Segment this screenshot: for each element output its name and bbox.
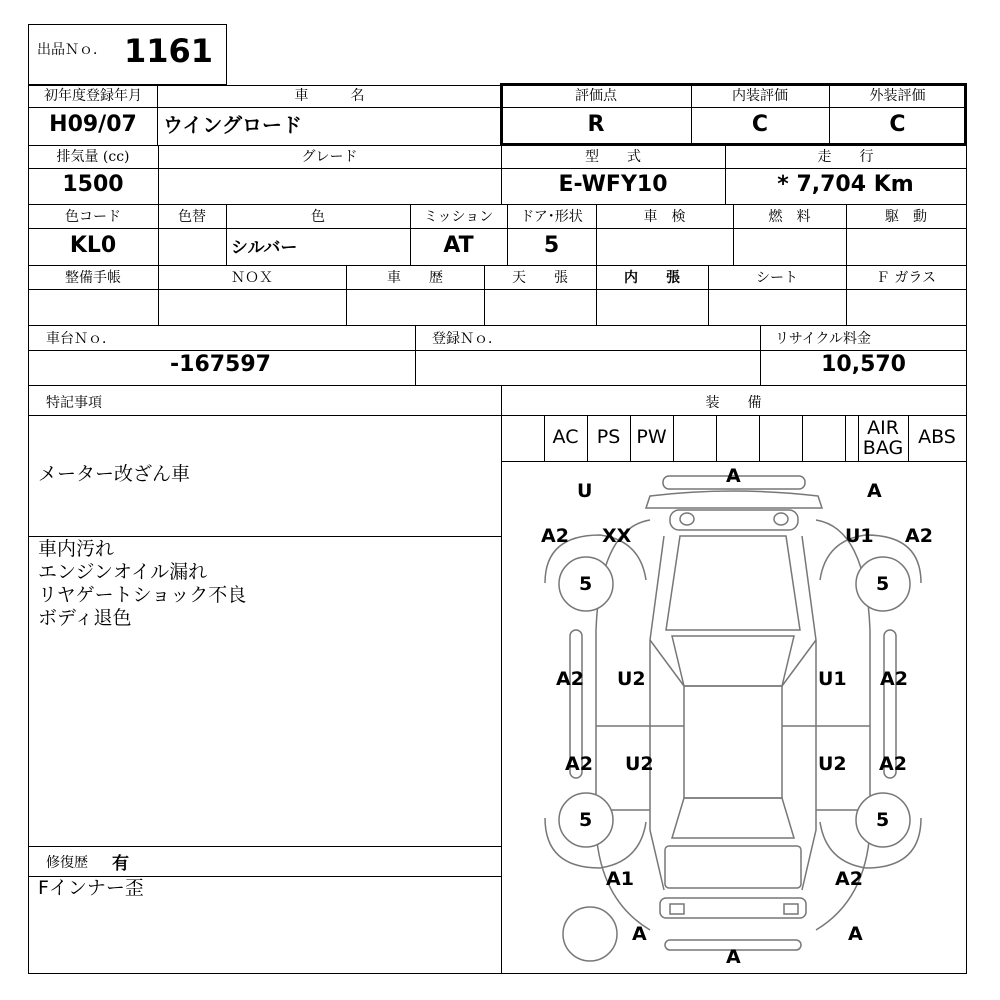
special-note-primary: メーター改ざん車	[38, 463, 191, 485]
interior-value: C	[751, 112, 769, 137]
exterior-label: 外装評価	[869, 88, 926, 104]
equipment-item: PW	[636, 426, 667, 448]
color-value: シルバー	[231, 238, 298, 258]
mark-front-right: A	[867, 480, 882, 502]
mark-right-rear-door: U2	[818, 753, 847, 775]
mark-left-front-door-outer: A2	[556, 668, 584, 690]
mileage-label: 走 行	[817, 149, 874, 165]
roof-label: 天 張	[512, 270, 568, 286]
mark-left-rear-door: U2	[625, 753, 654, 775]
car-name-label: 車 名	[294, 88, 365, 104]
mark-rear-right: A	[848, 923, 863, 945]
chassis-value: -167597	[170, 352, 271, 377]
inspection-label: 車 検	[643, 209, 686, 225]
mark-right-front-door-outer: A2	[880, 668, 908, 690]
grade-label: グレード	[301, 149, 358, 165]
mark-left-quarter: A1	[606, 868, 634, 890]
glass-label: Ｆ ガラス	[875, 270, 937, 286]
mark-rear-left: A	[632, 923, 647, 945]
recycle-value: 10,570	[821, 352, 906, 377]
lot-number-value: 1161	[124, 32, 214, 70]
special-note-2: エンジンオイル漏れ	[38, 561, 208, 583]
mark-hood-left: XX	[602, 525, 632, 547]
displacement-value: 1500	[62, 172, 124, 197]
mark-tire-fr: 5	[876, 573, 890, 595]
displacement-label: 排気量 (cc)	[56, 149, 130, 165]
seat-label: シート	[756, 270, 798, 286]
equipment-item: AIR BAG	[862, 417, 904, 459]
mark-front-bumper: A	[726, 465, 741, 487]
special-notes-label: 特記事項	[46, 395, 102, 411]
color-code-label: 色コード	[65, 209, 121, 225]
transmission-label: ミッション	[423, 209, 494, 225]
transmission-value: AT	[443, 233, 474, 258]
chassis-label: 車台Ｎｏ．	[46, 331, 116, 347]
color-change-label: 色替	[178, 209, 206, 225]
recycle-label: リサイクル料金	[775, 331, 872, 347]
special-note-3: リヤゲートショック不良	[38, 584, 247, 606]
repair-history-value: 有	[112, 854, 129, 874]
drive-label: 駆 動	[885, 209, 927, 225]
model-value: E-WFY10	[558, 172, 668, 197]
special-note-1: 車内汚れ	[38, 538, 115, 560]
mark-left-front-door: U2	[617, 668, 646, 690]
mark-hood-right: U1	[845, 525, 874, 547]
color-label: 色	[311, 209, 325, 225]
car-name-value: ウイングロード	[163, 113, 302, 137]
first-reg-value: H09/07	[49, 112, 137, 137]
mark-tire-rr: 5	[876, 809, 890, 831]
mark-tire-fl: 5	[579, 573, 593, 595]
equipment-item: AC	[552, 426, 579, 448]
door-label: ドア･形状	[520, 209, 583, 225]
door-value: 5	[543, 233, 560, 258]
maintenance-label: 整備手帳	[65, 270, 121, 286]
repair-history-label: 修復歴	[46, 855, 88, 871]
mark-left-rear-door-outer: A2	[565, 753, 593, 775]
mark-rear-bumper: A	[726, 946, 741, 968]
mark-right-quarter: A2	[835, 868, 863, 890]
mark-tire-rl: 5	[579, 809, 593, 831]
interior-label: 内装評価	[732, 88, 788, 104]
equipment-label: 装 備	[705, 395, 762, 411]
mileage-value: * 7,704 Km	[777, 172, 914, 197]
equipment-item: ABS	[918, 426, 956, 448]
special-note-4: ボディ退色	[38, 607, 132, 629]
registration-label: 登録Ｎｏ．	[432, 331, 502, 347]
repair-note: Fインナー歪	[38, 877, 144, 899]
mark-right-front-door: U1	[818, 668, 847, 690]
exterior-value: C	[889, 112, 906, 137]
first-reg-label: 初年度登録年月	[44, 88, 142, 104]
mark-left-fender-top: A2	[541, 525, 569, 547]
lot-number-label: 出品Ｎｏ．	[37, 42, 107, 58]
mark-right-rear-door-outer: A2	[879, 753, 907, 775]
nox-label: ＮＯＸ	[231, 270, 273, 286]
mark-right-fender-top: A2	[905, 525, 933, 547]
score-value: R	[587, 112, 605, 137]
color-code-value: KL0	[69, 233, 117, 258]
score-label: 評価点	[575, 88, 617, 104]
interior-trim-label: 内 張	[624, 270, 680, 286]
history-label: 車 歴	[387, 270, 443, 286]
model-label: 型 式	[585, 149, 641, 165]
fuel-label: 燃 料	[768, 209, 811, 225]
equipment-item: PS	[596, 426, 621, 448]
mark-front-left: U	[577, 480, 593, 502]
